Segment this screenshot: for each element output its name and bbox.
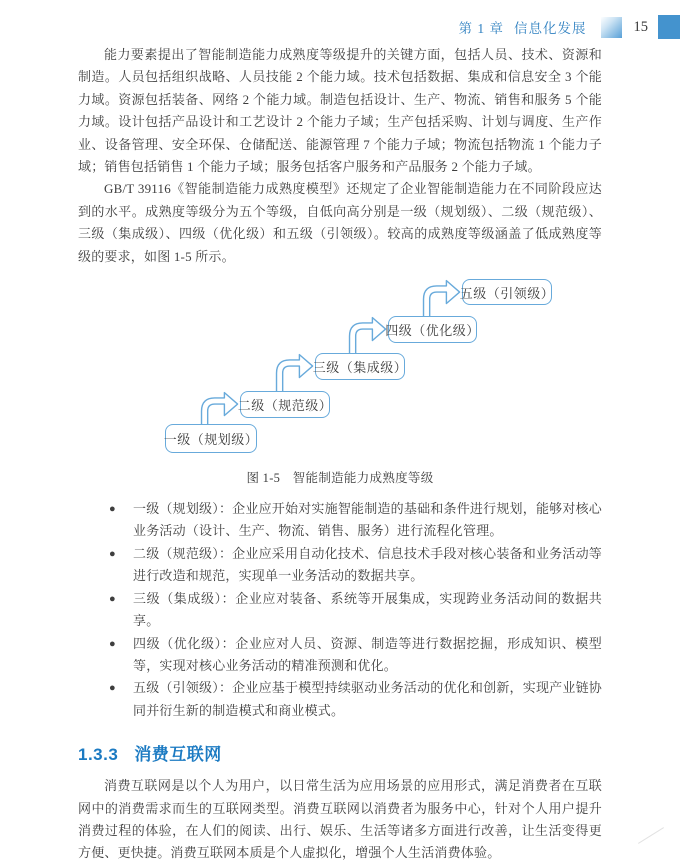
list-item: [78, 633, 602, 678]
list-item: [78, 498, 602, 543]
paragraph-capability-elements: 能力要素提出了智能制造能力成熟度等级提升的关键方面，包括人员、技术、资源和制造。人员包括组织战略、人员技能 2 个能力域。技术包括数据、集成和信息安全 3 个能力域。资源包括装备、网络 2 个能力域。制造包括设计、生产、物流、销售和服务 5 个能力域。设计包括产品设计和工艺设计 2 个能力子域；生产包括采购、计划与调度、生产作业、设备管理、安全环保、仓储配送、能源管理 7 个能力子域；物流包括物流 1 个能力子域；销售包括销售 1 个能力子域；服务包括客户服务和产品服务 2 个能力子域。: [78, 47, 602, 175]
list-item-text: 一级（规划级）：企业应开始对实施智能制造的基础和条件进行规划，能够对核心业务活动（设计、生产、物流、销售、服务）进行流程化管理。: [133, 501, 602, 539]
bullet-icon: ●: [109, 547, 116, 560]
paragraph-consumer-internet: 消费互联网是以个人为用户，以日常生活为应用场景的应用形式，满足消费者在互联网中的消费需求而生的互联网类型。消费互联网以消费者为服务中心，针对个人用户提升消费过程的体验，在人们的阅读、出行、娱乐、生活等诸多方面进行改善，让生活变得更方便、更快捷。消费互联网本质是个人虚拟化，增强个人生活消费体验。: [78, 778, 602, 861]
bullet-icon: ●: [109, 682, 116, 695]
figure-caption-title: 智能制造能力成熟度等级: [292, 471, 434, 486]
scan-artifact-line: [638, 827, 664, 844]
chapter-title: 信息化发展: [514, 21, 587, 36]
level-box-3: 三级（集成级）: [315, 353, 405, 380]
page-header: [0, 14, 680, 40]
level-box-2: 二级（规范级）: [240, 391, 330, 418]
figure-caption: [78, 468, 602, 486]
maturity-level-diagram: [78, 276, 602, 460]
level-description-list: [78, 498, 602, 722]
list-item-text: 四级（优化级）：企业应对人员、资源、制造等进行数据挖掘，形成知识、模型等，实现对核心业务活动的精准预测和优化。: [133, 635, 602, 673]
list-item-text: 二级（规范级）：企业应采用自动化技术、信息技术手段对核心装备和业务活动等进行改造和规范，实现单一业务活动的数据共享。: [133, 545, 602, 584]
curved-up-arrow-icon: [273, 352, 317, 396]
section-number: 1.3.3: [78, 745, 119, 765]
chapter-heading: [459, 17, 587, 37]
section-title: 消费互联网: [134, 745, 222, 765]
bullet-icon: ●: [109, 503, 116, 516]
bullet-icon: ●: [109, 637, 116, 650]
list-item: [78, 543, 602, 588]
level-box-4: 四级（优化级）: [388, 316, 477, 343]
page-number: 15: [633, 18, 648, 35]
list-item: [78, 677, 602, 722]
page-content: [78, 44, 602, 865]
list-item: [78, 588, 602, 633]
paragraph-maturity-model: GB/T 39116《智能制造能力成熟度模型》还规定了企业智能制造能力在不同阶段应达到的水平。成熟度等级分为五个等级，自低向高分别是一级（规划级）、二级（规范级）、三级（集成级）、四级（优化级）和五级（引领级）。较高的成熟度等级涵盖了低成熟度等级的要求，如图 1-5 所示。: [78, 181, 602, 264]
level-box-1: 一级（规划级）: [165, 424, 257, 453]
figure-caption-label: 图 1-5: [246, 471, 281, 486]
bullet-icon: ●: [109, 592, 116, 605]
chapter-label: 第 1 章: [458, 21, 504, 36]
section-heading: [78, 740, 602, 765]
list-item-text: 五级（引领级）：企业应基于模型持续驱动业务活动的优化和创新，实现产业链协同并衍生新的制造模式和商业模式。: [133, 680, 602, 718]
header-accent-gradient-square: [601, 17, 622, 38]
level-box-5: 五级（引领级）: [462, 279, 552, 305]
list-item-text: 三级（集成级）：企业应对装备、系统等开展集成，实现跨业务活动间的数据共享。: [133, 590, 602, 629]
header-accent-solid-square: [658, 15, 680, 39]
